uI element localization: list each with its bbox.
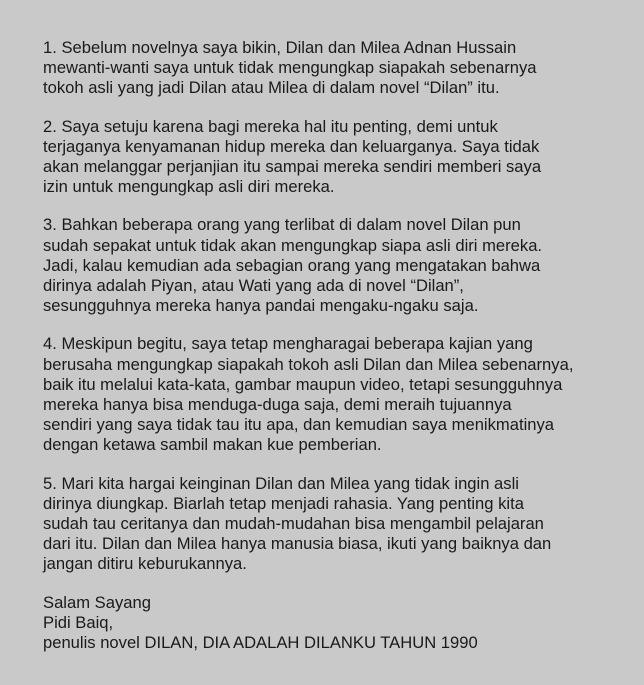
paragraph-line: sesungguhnya mereka hanya pandai mengaku-ngaku saja. <box>43 296 479 316</box>
signature-greeting: Salam Sayang <box>43 592 151 612</box>
paragraph-3 <box>43 215 624 316</box>
paragraph-line: 1. Sebelum novelnya saya bikin, Dilan dan Milea Adnan Hussain <box>43 38 517 57</box>
paragraph-line: tokoh asli yang jadi Dilan atau Milea di dalam novel “Dilan” itu. <box>43 78 500 98</box>
paragraph-line: terjaganya kenyamanan hidup mereka dan keluarganya. Saya tidak <box>43 136 540 156</box>
paragraph-line: 2. Saya setuju karena bagi mereka hal itu penting, demi untuk <box>43 116 498 136</box>
paragraph-line: sudah tau ceritanya dan mudah-mudahan bisa mengambil pelajaran <box>43 514 544 534</box>
paragraph-4 <box>43 334 624 455</box>
paragraph-1 <box>43 38 624 99</box>
paragraph-line: izin untuk mengungkap asli diri mereka. <box>43 177 335 197</box>
paragraph-line: sendiri yang saya tidak tau itu apa, dan kemudian saya menikmatinya <box>43 415 555 435</box>
signature-title: penulis novel DILAN, DIA ADALAH DILANKU TAHUN 1990 <box>43 633 478 653</box>
signature-block <box>43 593 624 654</box>
paragraph-line: dari itu. Dilan dan Milea hanya manusia biasa, ikuti yang baiknya dan <box>43 534 552 554</box>
paragraph-line: dirinya adalah Piyan, atau Wati yang ada di novel “Dilan”, <box>43 276 464 296</box>
paragraph-line: Jadi, kalau kemudian ada sebagian orang yang mengatakan bahwa <box>43 255 541 275</box>
paragraph-line: baik itu melalui kata-kata, gambar maupun video, tetapi sesungguhnya <box>43 374 563 394</box>
signature-name: Pidi Baiq, <box>43 612 114 632</box>
paragraph-line: 5. Mari kita hargai keinginan Dilan dan Milea yang tidak ingin asli <box>43 473 519 493</box>
paragraph-line: 4. Meskipun begitu, saya tetap mengharagai beberapa kajian yang <box>43 334 533 354</box>
paragraph-line: akan melanggar perjanjian itu sampai mereka sendiri memberi saya <box>43 157 542 177</box>
paragraph-line: mereka hanya bisa menduga-duga saja, demi meraih tujuannya <box>43 395 512 415</box>
paragraph-2 <box>43 117 624 198</box>
paragraph-line: dengan ketawa sambil makan kue pemberian. <box>43 435 382 455</box>
paragraph-line: jangan ditiru keburukannya. <box>43 554 247 574</box>
paragraph-line: sudah sepakat untuk tidak akan mengungkap siapa asli diri mereka. <box>43 235 543 255</box>
paragraph-line: berusaha mengungkap siapakah tokoh asli Dilan dan Milea sebenarnya, <box>43 354 574 374</box>
paragraph-line: dirinya diungkap. Biarlah tetap menjadi rahasia. Yang penting kita <box>43 493 524 513</box>
paragraph-line: mewanti-wanti saya untuk tidak mengungkap siapakah sebenarnya <box>43 58 537 78</box>
paragraph-line: 3. Bahkan beberapa orang yang terlibat di dalam novel Dilan pun <box>43 215 521 235</box>
paragraph-5 <box>43 474 624 575</box>
